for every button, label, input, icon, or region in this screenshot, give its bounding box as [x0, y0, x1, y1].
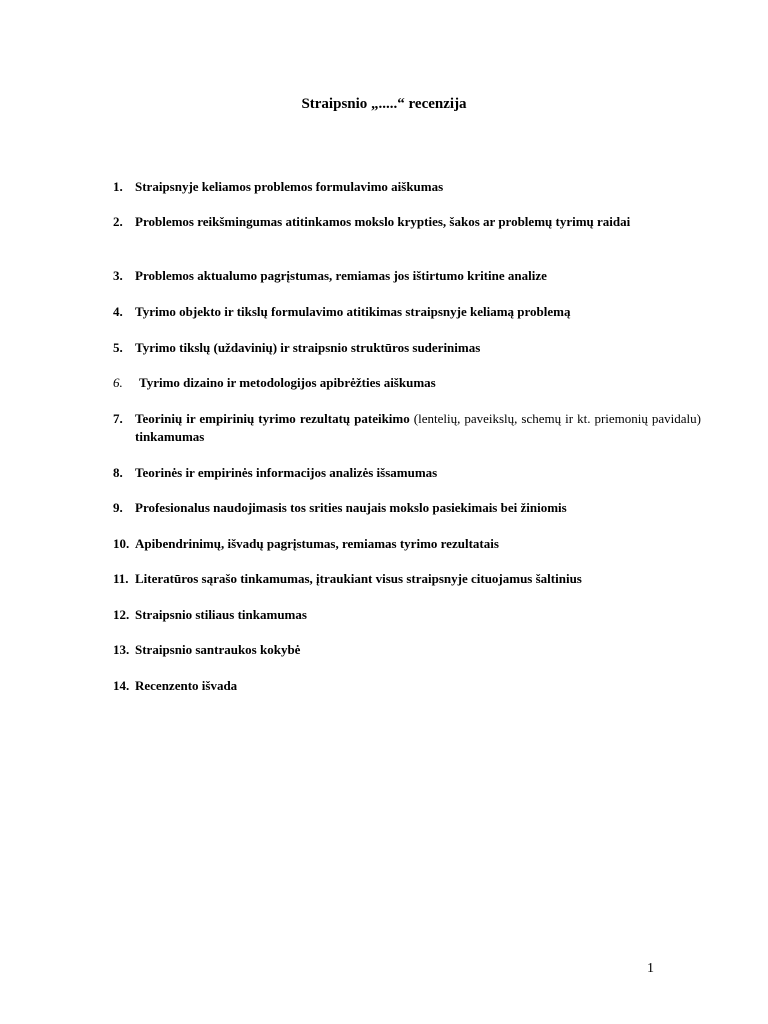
list-item-number: 9.	[113, 500, 123, 515]
list-item-number: 13.	[113, 642, 130, 657]
list-item-number: 8.	[113, 465, 123, 480]
list-item-number: 3.	[113, 268, 123, 283]
list-item-number: 7.	[113, 411, 123, 426]
list-item-text: Recenzento išvada	[135, 678, 238, 693]
list-item-text: Problemos aktualumo pagrįstumas, remiamas jos ištirtumo kritine analize	[135, 268, 547, 283]
list-item-text: Problemos reikšmingumas atitinkamos mokslo krypties, šakos ar problemų tyrimų raidai	[135, 214, 631, 229]
list-item	[113, 499, 701, 517]
list-item	[113, 303, 701, 321]
list-item	[113, 178, 701, 196]
list-item-text: Straipsnio santraukos kokybė	[135, 642, 301, 657]
list-item-number: 6.	[113, 375, 123, 390]
list-item	[113, 410, 701, 446]
list-item	[113, 374, 701, 392]
list-item-number: 5.	[113, 340, 123, 355]
list-item	[113, 213, 701, 231]
list-item	[113, 677, 701, 695]
list-item	[113, 339, 701, 357]
list-item-number: 4.	[113, 304, 123, 319]
list-item-text: Profesionalus naudojimasis tos srities naujais mokslo pasiekimais bei žiniomis	[135, 500, 567, 515]
list-item-number: 2.	[113, 214, 123, 229]
list-item	[113, 641, 701, 659]
list-item-text: Straipsnyje keliamos problemos formulavimo aiškumas	[135, 179, 444, 194]
list-item	[113, 267, 701, 285]
list-item-text: Tyrimo tikslų (uždavinių) ir straipsnio struktūros suderinimas	[135, 340, 481, 355]
list-item-text: Straipsnio stiliaus tinkamumas	[135, 607, 307, 622]
list-item-text	[135, 410, 701, 446]
list-item-text: Teorinės ir empirinės informacijos analizės išsamumas	[135, 465, 438, 480]
list-item-text: Tyrimo dizaino ir metodologijos apibrėžties aiškumas	[139, 375, 436, 390]
list-item	[113, 535, 701, 553]
list-item	[113, 606, 701, 624]
list-item-text: Tyrimo objekto ir tikslų formulavimo atitikimas straipsnyje keliamą problemą	[135, 304, 571, 319]
list-item-number: 1.	[113, 179, 123, 194]
page-number: 1	[647, 961, 654, 976]
list-item-text-bold-end: tinkamumas	[135, 429, 205, 444]
list-item-text-bold: Teorinių ir empirinių tyrimo rezultatų pateikimo	[135, 411, 410, 426]
list-item-number: 12.	[113, 607, 130, 622]
list-item-text-normal: (lentelių, paveikslų, schemų ir kt. priemonių pavidalu)	[413, 411, 702, 426]
list-item	[113, 464, 701, 482]
list-item-text: Apibendrinimų, išvadų pagrįstumas, remiamas tyrimo rezultatais	[135, 536, 499, 551]
list-item	[113, 570, 701, 588]
list-item-text: Literatūros sąrašo tinkamumas, įtraukiant visus straipsnyje cituojamus šaltinius	[135, 571, 582, 586]
list-item-number: 14.	[113, 678, 130, 693]
list-item-number: 10.	[113, 536, 130, 551]
list-item-number: 11.	[113, 571, 129, 586]
document-title: Straipsnio „.....“ recenzija	[301, 96, 467, 112]
